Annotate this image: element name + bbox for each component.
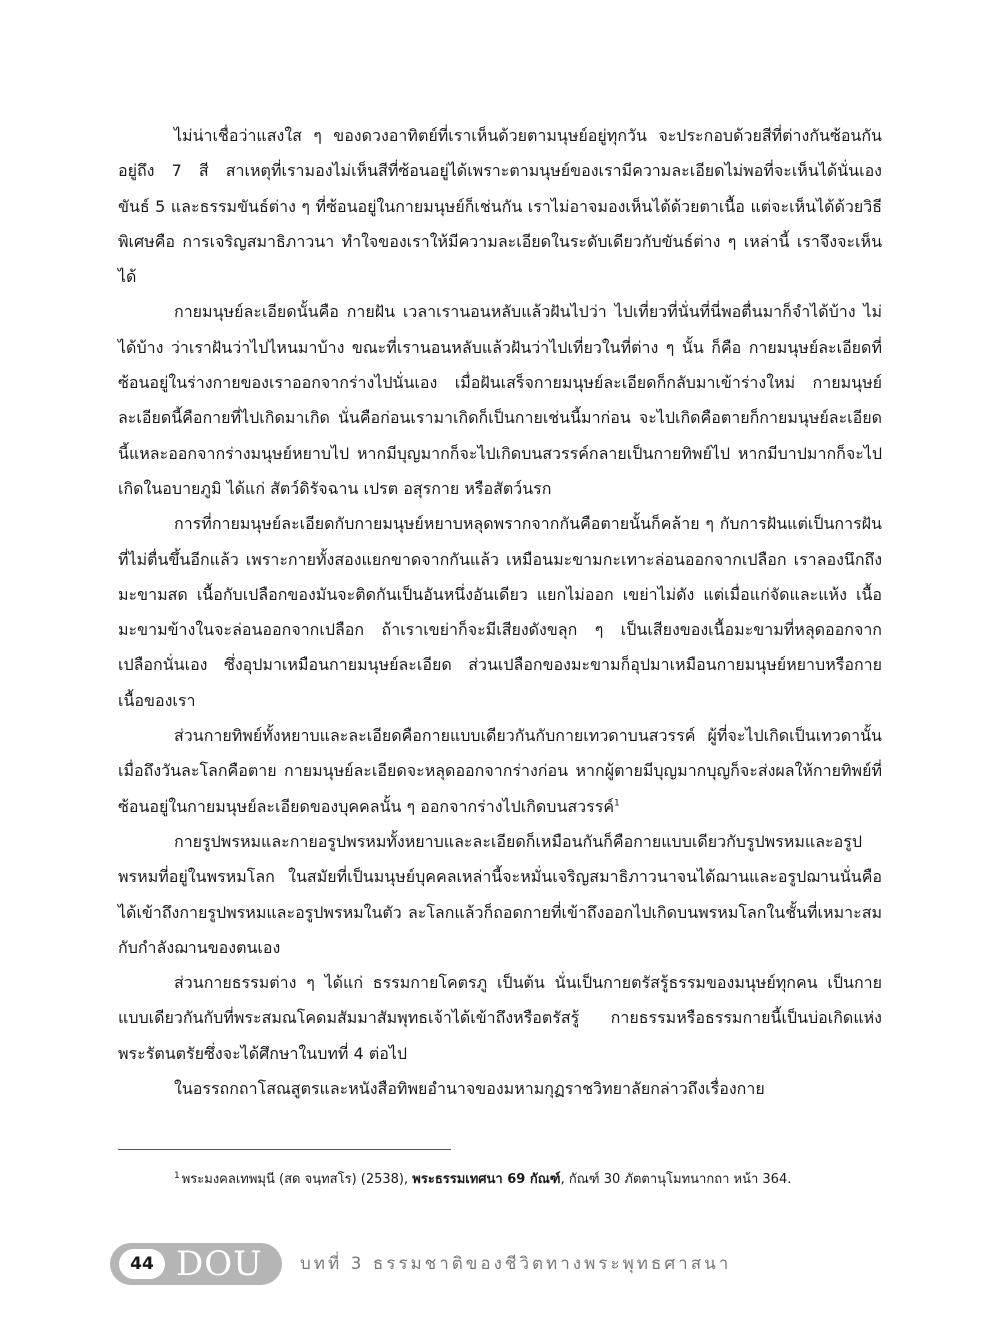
- paragraph-1: ไม่น่าเชื่อว่าแสงใส ๆ ของดวงอาทิตย์ที่เราเห็นด้วยตามนุษย์อยู่ทุกวัน จะประกอบด้วยสีที่ต่างกันซ้อนกันอยู่ถึง 7 สี สาเหตุที่เรามองไม่เห็นสีที่ซ้อนอยู่ได้เพราะตามนุษย์ของเรามีความละเอียดไม่พอที่จะเห็นได้นั่นเอง ขันธ์ 5 และธรรมขันธ์ต่าง ๆ ที่ซ้อนอยู่ในกายมนุษย์ก็เช่นกัน เราไม่อาจมองเห็นได้ด้วยตาเนื้อ แต่จะเห็นได้ด้วยวิธีพิเศษคือ การเจริญสมาธิภาวนา ทำใจของเราให้มีความละเอียดในระดับเดียวกับขันธ์ต่าง ๆ เหล่านี้ เราจึงจะเห็นได้: [118, 126, 882, 287]
- footnote-book-title: พระธรรมเทศนา 69 กัณฑ์: [412, 1172, 561, 1187]
- paragraph-6: ส่วนกายธรรมต่าง ๆ ได้แก่ ธรรมกายโคตรภู เป็นต้น นั่นเป็นกายตรัสรู้ธรรมของมนุษย์ทุกคน เป็นกายแบบเดียวกันกับที่พระสมณโคดมสัมมาสัมพุทธเจ้าได้เข้าถึงหรือตรัสรู้ กายธรรมหรือธรรมกายนี้เป็นบ่อเกิดแห่งพระรัตนตรัยซึ่งจะได้ศึกษาในบทที่ 4 ต่อไป: [118, 973, 882, 1063]
- page-number: 44: [119, 1249, 165, 1279]
- dou-logo: DOU: [176, 1244, 263, 1284]
- paragraph-4: ส่วนกายทิพย์ทั้งหยาบและละเอียดคือกายแบบเดียวกันกับกายเทวดาบนสวรรค์ ผู้ที่จะไปเกิดเป็นเทวดานั้น เมื่อถึงวันละโลกคือตาย กายมนุษย์ละเอียดจะหลุดออกจากร่างก่อน หากผู้ตายมีบุญมากบุญก็จะส่งผลให้กายทิพย์ที่ซ้อนอยู่ในกายมนุษย์ละเอียดของบุคคลนั้น ๆ ออกจากร่างไปเกิดบนสวรรค์$^1$: [118, 726, 882, 816]
- footnote-divider: [118, 1149, 451, 1150]
- body-text: [118, 118, 882, 1106]
- paragraph-2: กายมนุษย์ละเอียดนั้นคือ กายฝัน เวลาเรานอนหลับแล้วฝันไปว่า ไปเที่ยวที่นั่นที่นี่พอตื่นมาก็จำได้บ้าง ไม่ได้บ้าง ว่าเราฝันว่าไปไหนมาบ้าง ขณะที่เรานอนหลับแล้วฝันว่าไปเที่ยวในที่ต่าง ๆ นั้น ก็คือ กายมนุษย์ละเอียดที่ซ้อนอยู่ในร่างกายของเราออกจากร่างไปนั่นเอง เมื่อฝันเสร็จกายมนุษย์ละเอียดก็กลับมาเข้าร่างใหม่ กายมนุษย์ละเอียดนี้คือกายที่ไปเกิดมาเกิด นั่นคือก่อนเรามาเกิดก็เป็นกายเช่นนี้มาก่อน จะไปเกิดคือตายก็กายมนุษย์ละเอียดนี้แหละออกจากร่างมนุษย์หยาบไป หากมีบุญมากก็จะไปเกิดบนสวรรค์กลายเป็นกายทิพย์ไป หากมีบาปมากก็จะไปเกิดในอบายภูมิ ได้แก่ สัตว์ดิรัจฉาน เปรต อสุรกาย หรือสัตว์นรก: [118, 302, 882, 498]
- page-footer: [110, 1243, 890, 1285]
- footnote-ref[interactable]: 1: [614, 798, 620, 809]
- footnote: [118, 1170, 882, 1190]
- paragraph-3: การที่กายมนุษย์ละเอียดกับกายมนุษย์หยาบหลุดพรากจากกันคือตายนั้นก็คล้าย ๆ กับการฝันแต่เป็นการฝันที่ไม่ตื่นขึ้นอีกแล้ว เพราะกายทั้งสองแยกขาดจากกันแล้ว เหมือนมะขามกะเทาะล่อนออกจากเปลือก เราลองนึกถึงมะขามสด เนื้อกับเปลือกของมันจะติดกันเป็นอันหนึ่งอันเดียว แยกไม่ออก เขย่าไม่ดัง แต่เมื่อแก่จัดและแห้ง เนื้อมะขามข้างในจะล่อนออกจากเปลือก ถ้าเราเขย่าก็จะมีเสียงดังขลุก ๆ เป็นเสียงของเนื้อมะขามที่หลุดออกจากเปลือกนั่นเอง ซึ่งอุปมาเหมือนกายมนุษย์ละเอียด ส่วนเปลือกของมะขามก็อุปมาเหมือนกายมนุษย์หยาบหรือกายเนื้อของเรา: [118, 514, 882, 710]
- paragraph-7: ในอรรถกถาโสณสูตรและหนังสือทิพยอำนาจของมหามกุฏราชวิทยาลัยกล่าวถึงเรื่องกาย: [174, 1079, 765, 1099]
- footer-badge: [110, 1243, 282, 1285]
- footnote-author: พระมงคลเทพมุนี (สด จนฺทสโร) (2538),: [181, 1172, 409, 1187]
- footnote-detail: , กัณฑ์ 30 ภัตตานุโมทนากถา หน้า 364.: [560, 1172, 792, 1187]
- footnote-number: 1: [174, 1170, 180, 1181]
- paragraph-5: กายรูปพรหมและกายอรูปพรหมทั้งหยาบและละเอียดก็เหมือนกันก็คือกายแบบเดียวกับรูปพรหมและอรูปพรหมที่อยู่ในพรหมโลก ในสมัยที่เป็นมนุษย์บุคคลเหล่านี้จะหมั่นเจริญสมาธิภาวนาจนได้ฌานและอรูปฌานนั่นคือ ได้เข้าถึงกายรูปพรหมและอรูปพรหมในตัว ละโลกแล้วก็ถอดกายที่เข้าถึงออกไปเกิดบนพรหมโลกในชั้นที่เหมาะสมกับกำลังฌานของตนเอง: [118, 831, 882, 957]
- chapter-title: บทที่ 3 ธรรมชาติของชีวิตทางพระพุทธศาสนา: [300, 1254, 732, 1274]
